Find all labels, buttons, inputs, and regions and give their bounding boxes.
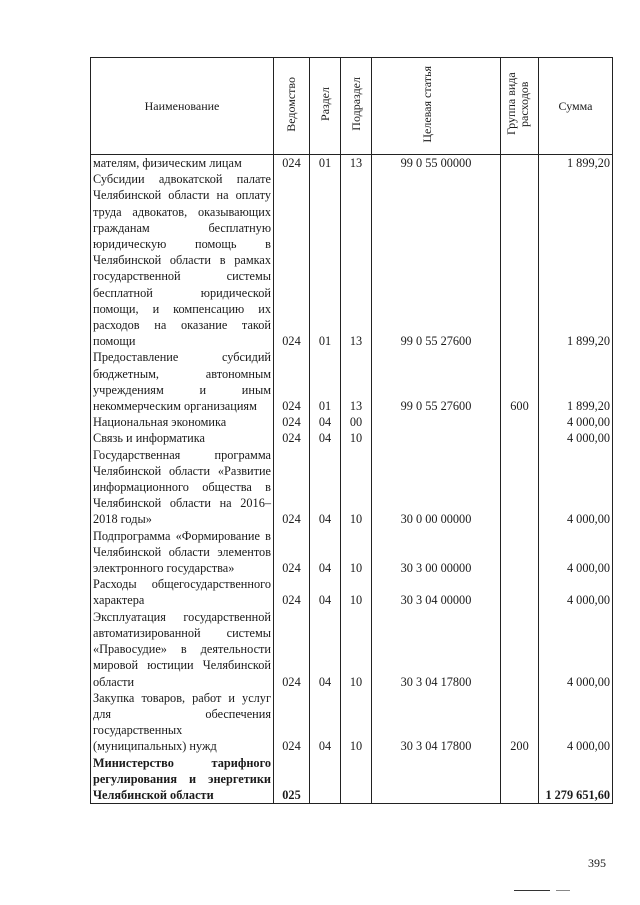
row-expense-group xyxy=(501,609,539,690)
row-subsection: 00 xyxy=(341,414,372,430)
row-section: 04 xyxy=(310,430,341,446)
row-name: Предоставление субсидий бюджетным, автономным учреждениям и иным некоммерческим организациям xyxy=(91,349,274,414)
row-target-item: 99 0 55 00000 xyxy=(372,155,501,172)
row-amount: 4 000,00 xyxy=(539,528,613,577)
row-expense-group xyxy=(501,755,539,804)
row-subsection: 13 xyxy=(341,349,372,414)
row-name: Субсидии адвокатской палате Челябинской области на оплату труда адвокатов, оказывающих гражданам бесплатную юридическую помощь в Челябинской области в рамках государственной системы бесплатной юридической помощи, и компенсацию их расходов на оказание такой помощи xyxy=(91,171,274,349)
header-expense-group: Группа вида расходов xyxy=(501,58,539,155)
row-amount: 4 000,00 xyxy=(539,690,613,755)
row-section: 04 xyxy=(310,576,341,608)
row-department: 024 xyxy=(274,609,310,690)
row-department: 024 xyxy=(274,349,310,414)
row-target-item: 30 3 04 17800 xyxy=(372,690,501,755)
table-row xyxy=(91,430,613,446)
row-amount: 4 000,00 xyxy=(539,447,613,528)
row-name: мателям, физическим лицам xyxy=(91,155,274,172)
row-section: 04 xyxy=(310,528,341,577)
footer-rule xyxy=(514,890,550,891)
row-section: 04 xyxy=(310,447,341,528)
row-name: Закупка товаров, работ и услуг для обеспечения государственных (муниципальных) нужд xyxy=(91,690,274,755)
header-section: Раздел xyxy=(310,58,341,155)
row-section: 01 xyxy=(310,171,341,349)
row-target-item: 30 3 04 00000 xyxy=(372,576,501,608)
row-section: 04 xyxy=(310,690,341,755)
row-expense-group xyxy=(501,447,539,528)
row-subsection: 10 xyxy=(341,609,372,690)
row-subsection: 10 xyxy=(341,430,372,446)
row-amount: 4 000,00 xyxy=(539,414,613,430)
row-target-item xyxy=(372,430,501,446)
row-department: 024 xyxy=(274,414,310,430)
row-department: 024 xyxy=(274,576,310,608)
row-amount: 1 279 651,60 xyxy=(539,755,613,804)
row-subsection: 10 xyxy=(341,690,372,755)
row-department: 024 xyxy=(274,447,310,528)
row-name: Эксплуатация государственной автоматизированной системы «Правосудие» в деятельности мировой юстиции Челябинской области xyxy=(91,609,274,690)
table-row xyxy=(91,576,613,608)
row-expense-group xyxy=(501,414,539,430)
footer-rule-small xyxy=(556,890,570,891)
row-name: Подпрограмма «Формирование в Челябинской области элементов электронного государства» xyxy=(91,528,274,577)
table-row xyxy=(91,155,613,172)
row-name: Расходы общегосударственного характера xyxy=(91,576,274,608)
header-subsection: Подраздел xyxy=(341,58,372,155)
row-target-item: 30 3 04 17800 xyxy=(372,609,501,690)
table-row xyxy=(91,528,613,577)
table-row xyxy=(91,414,613,430)
header-department: Ведомство xyxy=(274,58,310,155)
row-amount: 1 899,20 xyxy=(539,155,613,172)
row-section: 01 xyxy=(310,349,341,414)
row-subsection: 10 xyxy=(341,576,372,608)
table-row xyxy=(91,447,613,528)
row-department: 024 xyxy=(274,171,310,349)
row-name: Национальная экономика xyxy=(91,414,274,430)
header-target-item: Целевая статья xyxy=(372,58,501,155)
table-row xyxy=(91,690,613,755)
row-department: 024 xyxy=(274,528,310,577)
row-expense-group: 600 xyxy=(501,349,539,414)
row-amount: 1 899,20 xyxy=(539,349,613,414)
table-row xyxy=(91,609,613,690)
row-target-item xyxy=(372,414,501,430)
row-name: Государственная программа Челябинской области «Развитие информационного общества в Челябинской области на 2016–2018 годы» xyxy=(91,447,274,528)
table-header xyxy=(91,58,613,155)
row-section xyxy=(310,755,341,804)
row-section: 04 xyxy=(310,414,341,430)
row-amount: 4 000,00 xyxy=(539,609,613,690)
row-section: 04 xyxy=(310,609,341,690)
row-name: Министерство тарифного регулирования и энергетики Челябинской области xyxy=(91,755,274,804)
row-target-item: 99 0 55 27600 xyxy=(372,171,501,349)
page-number: 395 xyxy=(588,856,606,870)
row-amount: 1 899,20 xyxy=(539,171,613,349)
header-name: Наименование xyxy=(91,58,274,155)
row-subsection: 13 xyxy=(341,155,372,172)
row-target-item: 30 3 00 00000 xyxy=(372,528,501,577)
budget-table xyxy=(90,57,613,804)
row-subsection: 13 xyxy=(341,171,372,349)
row-expense-group xyxy=(501,171,539,349)
row-department: 024 xyxy=(274,430,310,446)
table-row xyxy=(91,755,613,804)
row-name: Связь и информатика xyxy=(91,430,274,446)
table-body xyxy=(91,155,613,804)
row-amount: 4 000,00 xyxy=(539,430,613,446)
table-row xyxy=(91,171,613,349)
row-target-item: 30 0 00 00000 xyxy=(372,447,501,528)
row-subsection xyxy=(341,755,372,804)
row-expense-group xyxy=(501,430,539,446)
header-amount: Сумма xyxy=(539,58,613,155)
row-department: 025 xyxy=(274,755,310,804)
row-expense-group: 200 xyxy=(501,690,539,755)
row-subsection: 10 xyxy=(341,528,372,577)
row-target-item xyxy=(372,755,501,804)
row-expense-group xyxy=(501,576,539,608)
row-department: 024 xyxy=(274,690,310,755)
row-expense-group xyxy=(501,528,539,577)
row-section: 01 xyxy=(310,155,341,172)
row-subsection: 10 xyxy=(341,447,372,528)
row-department: 024 xyxy=(274,155,310,172)
row-expense-group xyxy=(501,155,539,172)
row-target-item: 99 0 55 27600 xyxy=(372,349,501,414)
row-amount: 4 000,00 xyxy=(539,576,613,608)
table-row xyxy=(91,349,613,414)
